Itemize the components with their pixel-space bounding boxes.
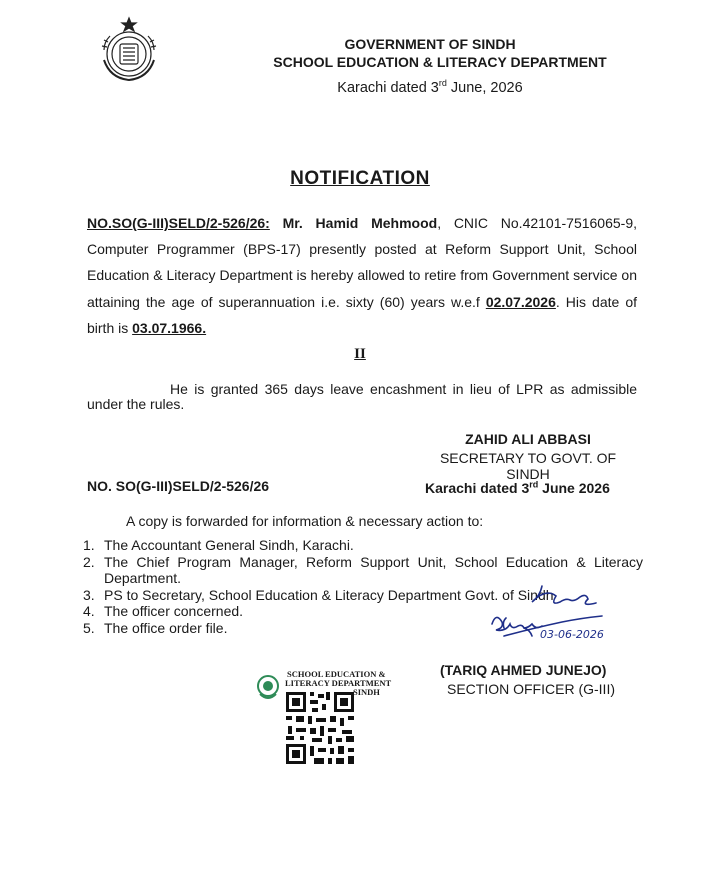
sindh-government-seal-icon (96, 14, 162, 84)
secretary-name: ZAHID ALI ABBASI (465, 431, 591, 447)
handwritten-date: 03-06-2026 (540, 628, 604, 641)
reference-number: NO.SO(G-III)SELD/2-526/26: (87, 215, 270, 231)
section-officer-name: (TARIQ AHMED JUNEJO) (440, 662, 607, 678)
leave-encashment-line: He is granted 365 days leave encashment in lieu of LPR as admissible (170, 381, 637, 397)
forward-text: A copy is forwarded for information & necessary action to: (126, 513, 484, 529)
header-date: Karachi dated 3rd June, 2026 (337, 78, 523, 96)
stamp-line-1: SCHOOL EDUCATION & (287, 669, 386, 679)
list-item: 1. The Accountant General Sindh, Karachi. (83, 537, 354, 553)
list-item: 5. The office order file. (83, 619, 228, 636)
header-line-1: GOVERNMENT OF SINDH (344, 36, 516, 52)
section-numeral: II (354, 346, 366, 362)
stamp-line-3: SINDH (353, 687, 380, 697)
secretary-title: SECRETARY TO GOVT. OF SINDH (439, 450, 617, 482)
notification-body: NO.SO(G-III)SELD/2-526/26: Mr. Hamid Mehmood, CNIC No.42101-7516065-9, Computer Programmer (BPS-17) presently posted at Reform Support Unit, School Education & Literacy Department is hereby allowed to retire from Government service on attaining the age of superannuation i.e. sixty (60) years w.e.f 02.07.2026. His date of birth is 03.07.1966. (87, 215, 638, 336)
qr-code-icon (284, 690, 356, 766)
header-line-2: SCHOOL EDUCATION & LITERACY DEPARTMENT (273, 54, 607, 70)
endorsement-date: Karachi dated 3rd June 2026 (425, 479, 610, 496)
employee-name: Mr. Hamid Mehmood (282, 215, 438, 231)
list-item: 3. PS to Secretary, School Education & Literacy Department Govt. of Sindh (83, 586, 554, 603)
retirement-date: 02.07.2026 (485, 293, 556, 310)
leave-encashment-line-2: under the rules. (87, 396, 185, 412)
birth-date: 03.07.1966. (132, 319, 207, 336)
document-title: NOTIFICATION (290, 168, 430, 189)
handwritten-signature (484, 584, 624, 650)
endorsement-number: NO. SO(G-III)SELD/2-526/26 (87, 478, 270, 494)
section-officer-title: SECTION OFFICER (G-III) (447, 681, 615, 697)
stamp-logo-icon (258, 676, 278, 698)
list-item: 2. The Chief Program Manager, Reform Support Unit, School Education & Literacy Department. (83, 553, 643, 586)
stamp-line-2: LITERACY DEPARTMENT (285, 678, 392, 688)
list-item: 4. The officer concerned. (83, 603, 244, 619)
